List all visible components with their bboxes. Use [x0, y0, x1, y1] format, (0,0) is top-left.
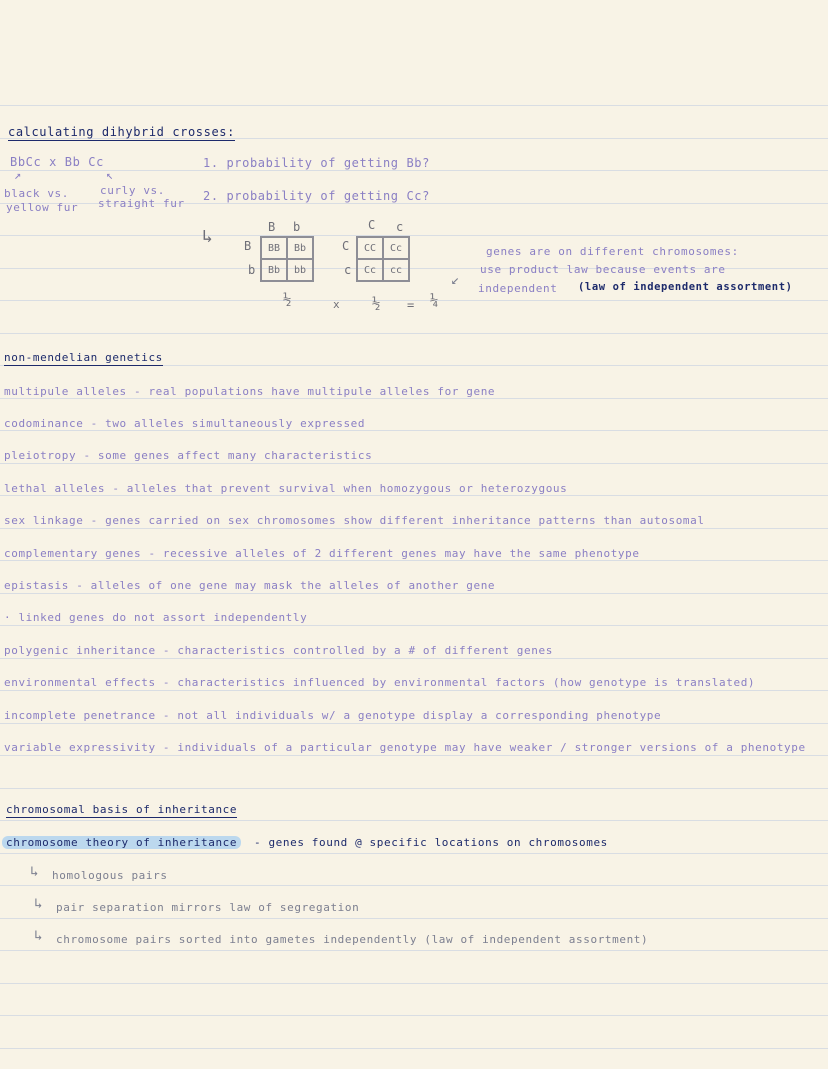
- list-item: incomplete penetrance - not all individuals w/ a genotype display a corresponding phenotype: [4, 709, 662, 722]
- ruled-line: [0, 1015, 828, 1016]
- sub-item: homologous pairs: [52, 869, 168, 882]
- theory-definition: - genes found @ specific locations on chromosomes: [254, 836, 608, 849]
- arrow-up-left-icon: ↖: [106, 168, 114, 182]
- equals-sign: =: [407, 298, 415, 312]
- list-item: environmental effects - characteristics influenced by environmental factors (how genotype is translated): [4, 676, 756, 689]
- list-item: multipule alleles - real populations have multipule alleles for gene: [4, 385, 496, 398]
- question-1: 1. probability of getting Bb?: [203, 156, 430, 170]
- sub-item: chromosome pairs sorted into gametes independently (law of independent assortment): [56, 933, 649, 946]
- ruled-line: [0, 235, 828, 236]
- list-item: epistasis - alleles of one gene may mask the alleles of another gene: [4, 579, 496, 592]
- sub-item: pair separation mirrors law of segregation: [56, 901, 360, 914]
- ruled-line: [0, 430, 828, 431]
- ruled-line: [0, 690, 828, 691]
- ruled-line: [0, 1048, 828, 1049]
- ruled-line: [0, 463, 828, 464]
- arrow-up-right-icon: ↗: [14, 168, 22, 182]
- trait1-line1: black vs.: [4, 187, 70, 200]
- list-item: polygenic inheritance - characteristics controlled by a # of different genes: [4, 644, 553, 657]
- punnett1-row-header: b: [248, 263, 256, 277]
- times-sign: x: [333, 298, 340, 311]
- ruled-line: [0, 723, 828, 724]
- punnett2-cell: Cc: [383, 237, 409, 259]
- hook-arrow-icon: ↳: [202, 226, 213, 247]
- note-line-1: genes are on different chromosomes:: [486, 245, 739, 258]
- section-title-dihybrid: calculating dihybrid crosses:: [8, 125, 235, 139]
- punnett2-col-header: C: [368, 218, 376, 232]
- section-title-non-mendelian: non-mendelian genetics: [4, 351, 163, 364]
- ruled-line: [0, 593, 828, 594]
- ruled-line: [0, 560, 828, 561]
- trait2-line2: straight fur: [98, 197, 185, 210]
- punnett1-cell: Bb: [287, 237, 313, 259]
- punnett1-cell: Bb: [261, 259, 287, 281]
- ruled-line: [0, 950, 828, 951]
- fraction-cc: ½: [372, 296, 381, 312]
- ruled-line: [0, 625, 828, 626]
- punnett1-row-header: B: [244, 239, 252, 253]
- ruled-line: [0, 788, 828, 789]
- ruled-line: [0, 528, 828, 529]
- list-item: variable expressivity - individuals of a particular genotype may have weaker / stronger versions of a phenotype: [4, 741, 806, 754]
- cross-notation: BbCc x Bb Cc: [10, 155, 104, 169]
- theory-term-highlight: chromosome theory of inheritance: [2, 836, 241, 849]
- ruled-line: [0, 170, 828, 171]
- ruled-line: [0, 918, 828, 919]
- list-item: codominance - two alleles simultaneously expressed: [4, 417, 366, 430]
- list-item: lethal alleles - alleles that prevent survival when homozygous or heterozygous: [4, 482, 568, 495]
- note-line-3a: independent: [478, 282, 558, 295]
- ruled-line: [0, 853, 828, 854]
- punnett2-row-header: c: [344, 263, 352, 277]
- ruled-line: [0, 398, 828, 399]
- punnett2-col-header: c: [396, 220, 404, 234]
- sub-arrow-icon: ↳: [30, 864, 40, 880]
- note-arrow-icon: ↙: [451, 272, 461, 288]
- punnett-square-1: [260, 236, 314, 282]
- question-2: 2. probability of getting Cc?: [203, 189, 430, 203]
- punnett2-cell: cc: [383, 259, 409, 281]
- punnett1-col-header: b: [293, 220, 301, 234]
- trait1-line2: yellow fur: [6, 201, 79, 214]
- ruled-line: [0, 983, 828, 984]
- fraction-bb: ½: [283, 292, 292, 308]
- result-fraction: ¼: [430, 293, 439, 309]
- punnett2-cell: CC: [357, 237, 383, 259]
- note-line-2: use product law because events are: [480, 263, 726, 276]
- ruled-line: [0, 333, 828, 334]
- punnett-square-2: [356, 236, 410, 282]
- section-title-chromosomal: chromosomal basis of inheritance: [6, 803, 238, 816]
- ruled-line: [0, 495, 828, 496]
- list-item: pleiotropy - some genes affect many characteristics: [4, 449, 373, 462]
- punnett1-col-header: B: [268, 220, 276, 234]
- list-item: sex linkage - genes carried on sex chromosomes show different inheritance patterns than autosomal: [4, 514, 705, 527]
- ruled-line: [0, 885, 828, 886]
- list-item: · linked genes do not assort independently: [4, 611, 308, 624]
- punnett2-cell: Cc: [357, 259, 383, 281]
- punnett1-cell: BB: [261, 237, 287, 259]
- list-item: complementary genes - recessive alleles of 2 different genes may have the same phenotype: [4, 547, 640, 560]
- sub-arrow-icon: ↳: [34, 928, 44, 944]
- ruled-line: [0, 820, 828, 821]
- trait2-line1: curly vs.: [100, 184, 166, 197]
- note-line-3b: (law of independent assortment): [578, 281, 793, 293]
- punnett2-row-header: C: [342, 239, 350, 253]
- ruled-line: [0, 658, 828, 659]
- punnett1-cell: bb: [287, 259, 313, 281]
- ruled-line: [0, 755, 828, 756]
- sub-arrow-icon: ↳: [34, 896, 44, 912]
- ruled-line: [0, 105, 828, 106]
